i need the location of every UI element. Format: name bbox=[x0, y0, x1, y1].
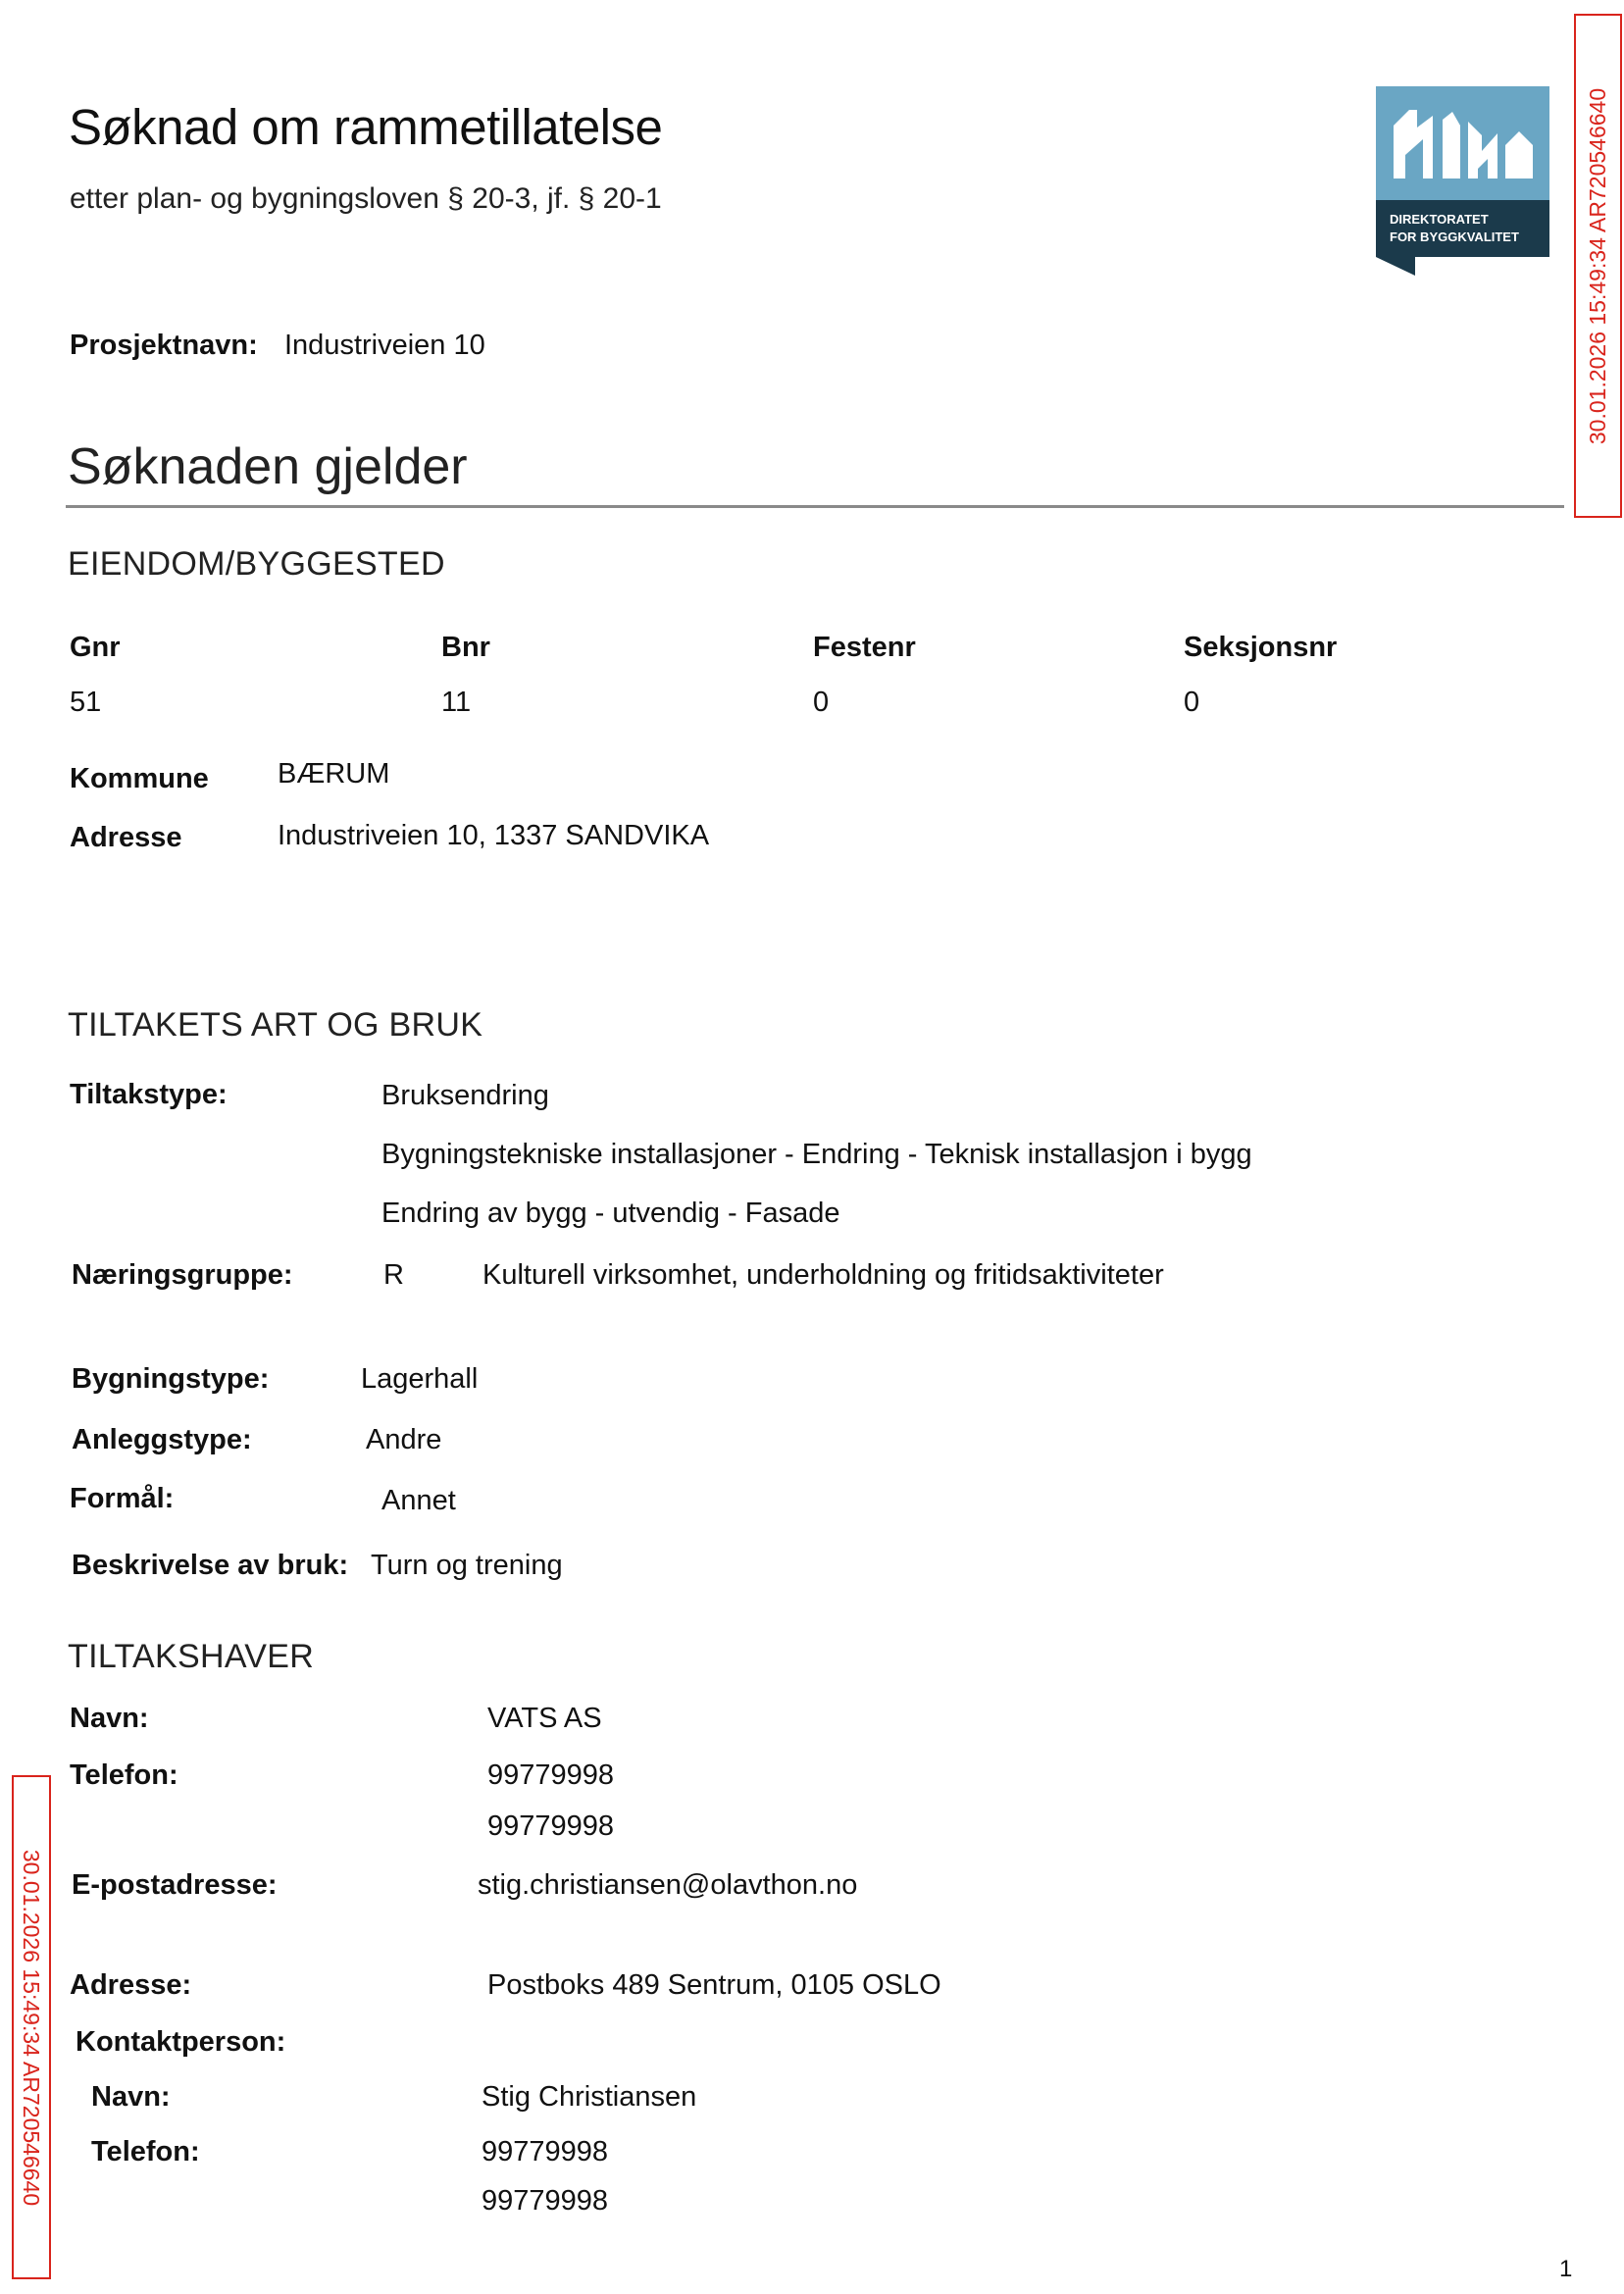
festenr-label: Festenr bbox=[813, 632, 916, 663]
project-name-label: Prosjektnavn: bbox=[70, 330, 258, 361]
usage-label: Beskrivelse av bruk: bbox=[72, 1550, 349, 1581]
measure-type-3: Endring av bygg - utvendig - Fasade bbox=[381, 1198, 840, 1229]
industry-value: Kulturell virksomhet, underholdning og fritidsaktiviteter bbox=[482, 1259, 1164, 1291]
applicant-name-value: VATS AS bbox=[487, 1703, 602, 1734]
section-divider bbox=[66, 505, 1564, 508]
document-title: Søknad om rammetillatelse bbox=[69, 99, 663, 155]
applicant-email-value: stig.christiansen@olavthon.no bbox=[478, 1869, 858, 1901]
measure-type-2: Bygningstekniske installasjoner - Endring - Teknisk installasjon i bygg bbox=[381, 1139, 1252, 1170]
facility-type-label: Anleggstype: bbox=[72, 1424, 252, 1455]
industry-label: Næringsgruppe: bbox=[72, 1259, 293, 1291]
seksjonsnr-value: 0 bbox=[1184, 687, 1200, 718]
contact-phone-2: 99779998 bbox=[482, 2185, 609, 2217]
date-stamp-top-text: 30.01.2026 15:49:34 AR720546640 bbox=[1585, 87, 1611, 444]
applicant-address-label: Adresse: bbox=[70, 1969, 192, 2001]
facility-type-value: Andre bbox=[366, 1424, 442, 1455]
contact-name-value: Stig Christiansen bbox=[482, 2081, 697, 2113]
page-number: 1 bbox=[1559, 2256, 1573, 2282]
project-name-value: Industriveien 10 bbox=[284, 330, 485, 361]
measure-heading: TILTAKETS ART OG BRUK bbox=[68, 1006, 483, 1044]
building-type-value: Lagerhall bbox=[361, 1363, 479, 1395]
municipality-label: Kommune bbox=[70, 763, 209, 794]
festenr-value: 0 bbox=[813, 687, 830, 718]
applicant-phone-2: 99779998 bbox=[487, 1810, 615, 1842]
municipality-value: BÆRUM bbox=[278, 758, 390, 790]
seksjonsnr-label: Seksjonsnr bbox=[1184, 632, 1338, 663]
contact-person-label: Kontaktperson: bbox=[76, 2026, 286, 2058]
measure-type-1: Bruksendring bbox=[381, 1080, 549, 1111]
logo-text-line2: FOR BYGGKVALITET bbox=[1390, 229, 1519, 244]
measure-type-label: Tiltakstype: bbox=[70, 1079, 228, 1110]
bnr-value: 11 bbox=[441, 687, 472, 718]
document-subtitle: etter plan- og bygningsloven § 20-3, jf. § 20-1 bbox=[70, 182, 662, 215]
gnr-value: 51 bbox=[70, 687, 102, 718]
property-address-value: Industriveien 10, 1337 SANDVIKA bbox=[278, 820, 710, 851]
date-stamp-left-text: 30.01.2026 15:49:34 AR720546640 bbox=[19, 1849, 45, 2206]
purpose-value: Annet bbox=[381, 1485, 456, 1516]
property-heading: EIENDOM/BYGGESTED bbox=[68, 545, 445, 583]
industry-code: R bbox=[383, 1259, 404, 1291]
contact-phone-label: Telefon: bbox=[91, 2136, 200, 2167]
contact-name-label: Navn: bbox=[91, 2081, 171, 2113]
applicant-email-label: E-postadresse: bbox=[72, 1869, 278, 1901]
logo-text-line1: DIREKTORATET bbox=[1390, 212, 1489, 227]
applicant-phone-label: Telefon: bbox=[70, 1759, 178, 1791]
applicant-name-label: Navn: bbox=[70, 1703, 149, 1734]
building-type-label: Bygningstype: bbox=[72, 1363, 270, 1395]
gnr-label: Gnr bbox=[70, 632, 121, 663]
date-stamp-top bbox=[1574, 14, 1622, 518]
dibk-logo bbox=[1376, 86, 1549, 276]
applicant-phone-1: 99779998 bbox=[487, 1759, 615, 1791]
property-address-label: Adresse bbox=[70, 822, 182, 853]
date-stamp-left bbox=[12, 1775, 51, 2279]
contact-phone-1: 99779998 bbox=[482, 2136, 609, 2167]
bnr-label: Bnr bbox=[441, 632, 490, 663]
section-title: Søknaden gjelder bbox=[68, 438, 468, 495]
usage-value: Turn og trening bbox=[371, 1550, 563, 1581]
applicant-address-value: Postboks 489 Sentrum, 0105 OSLO bbox=[487, 1969, 941, 2001]
applicant-heading: TILTAKSHAVER bbox=[68, 1638, 315, 1675]
purpose-label: Formål: bbox=[70, 1483, 175, 1514]
